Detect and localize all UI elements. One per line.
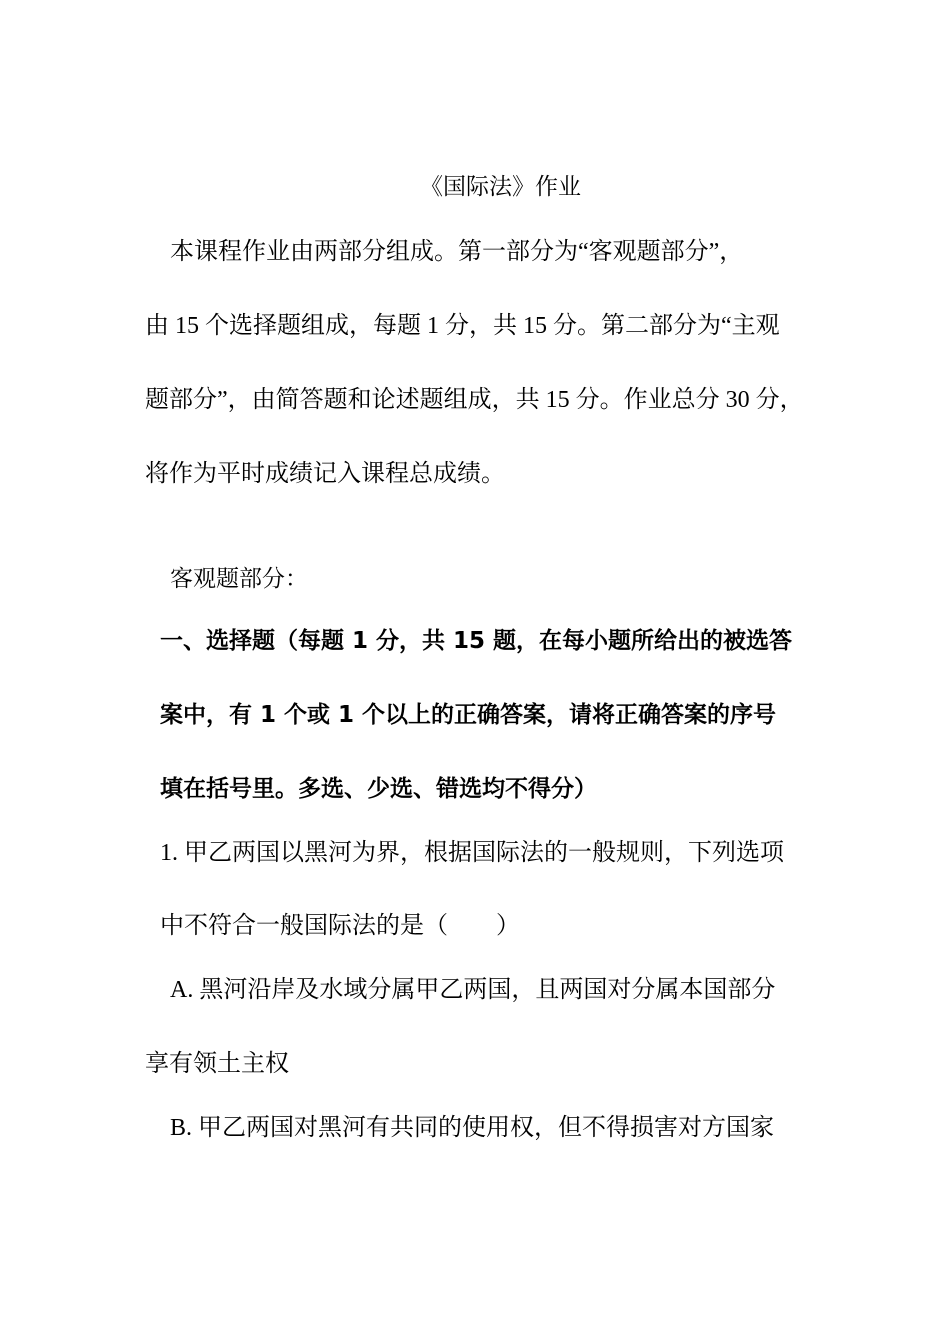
question-group-line-2: 案中，有 1 个或 1 个以上的正确答案，请将正确答案的序号 (160, 702, 777, 728)
question-group-line-3: 填在括号里。多选、少选、错选均不得分） (160, 776, 597, 802)
document-title: 《国际法》作业 (420, 174, 581, 200)
option-a-line-1: A. 黑河沿岸及水域分属甲乙两国，且两国对分属本国部分 (170, 977, 776, 1003)
option-a-line-2: 享有领土主权 (145, 1051, 289, 1077)
option-b-line-1: B. 甲乙两国对黑河有共同的使用权，但不得损害对方国家 (170, 1115, 775, 1141)
question-1-line-1: 1. 甲乙两国以黑河为界，根据国际法的一般规则，下列选项 (160, 840, 784, 866)
section-heading: 客观题部分： (170, 566, 308, 592)
intro-line-2: 由 15 个选择题组成，每题 1 分，共 15 分。第二部分为“主观 (145, 313, 780, 339)
intro-line-3: 题部分”，由简答题和论述题组成，共 15 分。作业总分 30 分， (145, 387, 804, 413)
intro-line-1: 本课程作业由两部分组成。第一部分为“客观题部分”， (170, 239, 744, 265)
intro-line-4: 将作为平时成绩记入课程总成绩。 (145, 461, 505, 487)
question-1-line-2: 中不符合一般国际法的是（ ） (160, 913, 520, 939)
question-group-line-1: 一、选择题（每题 1 分，共 15 题，在每小题所给出的被选答 (160, 628, 793, 654)
